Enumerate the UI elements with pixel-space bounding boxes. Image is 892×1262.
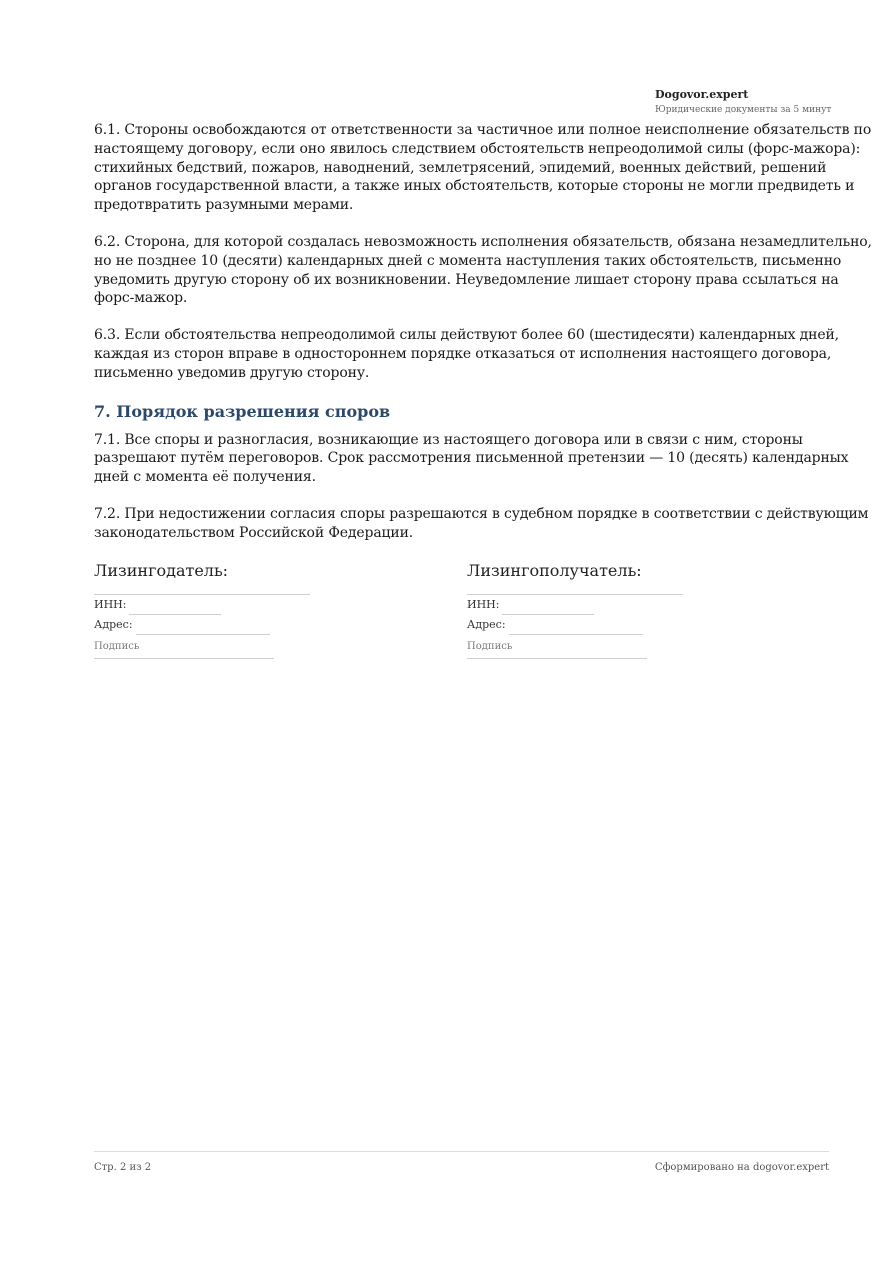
lessor-title: Лизингодатель: [94,561,229,580]
clause-6-1: 6.1. Стороны освобождаются от ответственности за частичное или полное неисполнение обязательств по настоящему договору, если оно явилось следствием обстоятельств непреодолимой силы (форс-мажора): стихийных бедствий, пожаров, наводнений, землетрясений, эпидемий, военных действий, решений органов государственной власти, а также иных обстоятельств, которые стороны не могли предвидеть и предотвратить разумными мерами. [94,122,872,214]
lessor-address-label: Адрес: [94,618,133,631]
clause-6-3: 6.3. Если обстоятельства непреодолимой силы действуют более 60 (шестидесяти) календарных дней, каждая из сторон вправе в одностороннем порядке отказаться от исполнения настоящего договора, письменно уведомив другую сторону. [94,327,839,381]
generated-by: Сформировано на dogovor.expert [654,1162,829,1173]
document-header [655,88,831,116]
clause-6-2: 6.2. Сторона, для которой создалась невозможность исполнения обязательств, обязана незамедлительно, но не позднее 10 (десяти) календарных дней с момента наступления таких обстоятельств, письменно уведомить другую сторону об их возникновении. Неуведомление лишает сторону права ссылаться на форс-мажор. [94,233,872,307]
lessor-signature-label: Подпись [94,641,140,652]
lessee-signature-block [467,560,727,659]
lessee-address-field [467,615,727,635]
lessee-title: Лизингополучатель: [467,561,642,580]
clause-7-2: 7.2. При недостижении согласия споры разрешаются в судебном порядке в соответствии с действующим законодательством Российской Федерации. [94,505,869,541]
document-body [94,121,874,561]
footer-divider [94,1151,829,1152]
page-number: Стр. 2 из 2 [94,1162,152,1173]
clause-7-1: 7.1. Все споры и разногласия, возникающие из настоящего договора или в связи с ним, стороны разрешают путём переговоров. Срок рассмотрения письменной претензии — 10 (десять) календарных дней с момента её получения. [94,431,849,486]
lessor-signature-line [94,658,274,659]
brand-name: Dogovor.expert [655,88,749,101]
lessor-signature-block [94,560,354,659]
lessee-inn-label: ИНН: [467,598,500,611]
brand-tagline: Юридические документы за 5 минут [655,105,832,115]
lessor-inn-label: ИНН: [94,598,127,611]
lessee-address-label: Адрес: [467,618,506,631]
lessee-inn-field [467,595,727,615]
section-7-title: 7. Порядок разрешения споров [94,401,391,421]
lessee-signature-label: Подпись [467,641,513,652]
lessor-inn-field [94,595,354,615]
lessee-signature-line [467,658,647,659]
lessee-address-line [509,624,643,635]
lessee-inn-line [502,604,594,615]
lessor-address-line [136,624,270,635]
lessor-inn-line [129,604,221,615]
lessor-address-field [94,615,354,635]
